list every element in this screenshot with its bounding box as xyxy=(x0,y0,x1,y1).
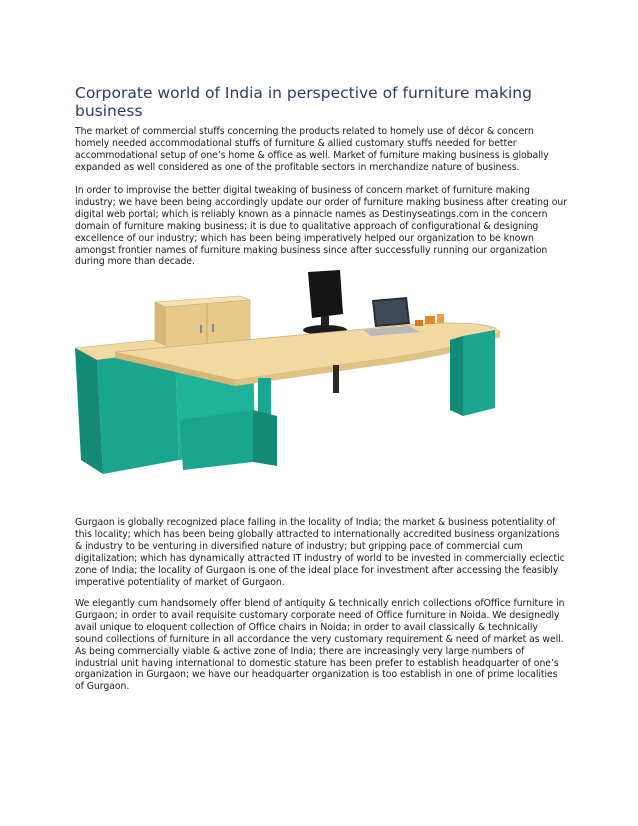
front-pedestal xyxy=(180,410,277,470)
office-desk-image xyxy=(75,270,515,510)
paragraph-2: In order to improvise the better digital tweaking of business of concern market of furniture making industry; we have been being accordingly update our order of furniture making business after creating our digital web portal; which is reliably known as a pinnacle names as Destinyseatings.com in the concern domain of furniture making business; it is due to qualitative approach of configurational & designing excellence of our industry; which has been being imperatively helped our organization to be known amongst frontier names of furniture making business since after successfully running our organization during more than decade. xyxy=(75,185,567,268)
paragraph-4: We elegantly cum handsomely offer blend of antiquity & technically enrich collections ofOffice furniture in Gurgaon; in order to avail requisite customary corporate need of Office furniture in Noida. We designedly avail unique to eloquent collection of Office chairs in Noida; in order to avail classically & technically sound collections of furniture in all accordance the very customary requirement & need of market as well. As being commercially viable & active zone of India; there are increasingly very large numbers of industrial unit having international to domestic stature has been prefer to establish headquarter of one’s organization in Gurgaon; we have our headquarter organization is too establish in one of prime localities of Gurgaon. xyxy=(75,598,565,693)
article-title: Corporate world of India in perspective of furniture making business xyxy=(75,84,532,120)
paragraph-1: The market of commercial stuffs concerning the products related to homely use of décor & concern homely needed accommodational stuffs of furniture & allied customary stuffs needed for better accommodational setup of one’s home & office as well. Market of furniture making business is globally expanded as well considered as one of the profitable sectors in merchandize nature of business. xyxy=(75,126,549,173)
paragraph-3: Gurgaon is globally recognized place falling in the locality of India; the market & business potentiality of this locality; which has been being globally attracted to internationally accredited business organizations & industry to be venturing in diversified nature of industry; but gripping pace of commercial cum digitalization; which has dynamically attracted IT industry of world to be invested in commercially eclectic zone of India; the locality of Gurgaon is one of the ideal place for investment after accessing the feasibly imperative potentiality of market of Gurgaon. xyxy=(75,517,565,588)
office-chair xyxy=(303,270,347,335)
laptop xyxy=(363,297,420,336)
right-pedestal xyxy=(450,330,495,416)
